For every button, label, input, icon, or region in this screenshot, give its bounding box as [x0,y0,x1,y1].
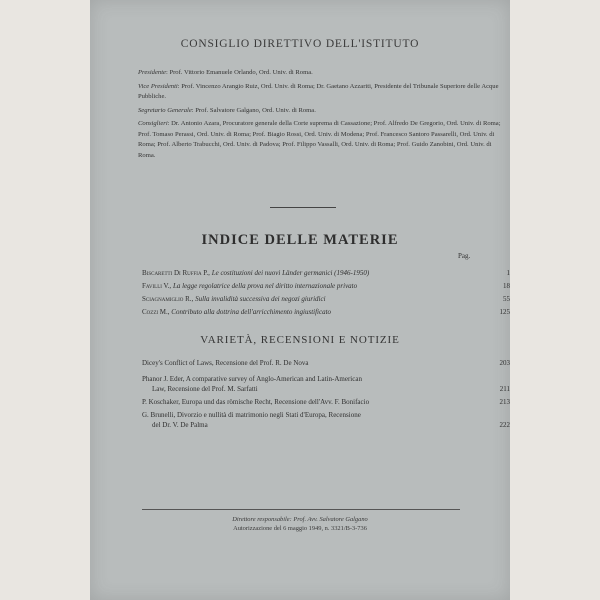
review-entry [142,397,510,407]
review-entry [142,358,510,368]
index-entry [142,294,510,304]
council-list [138,68,510,164]
review-entry [142,374,510,394]
review-line: Phanor J. Eder, A comparative survey of Anglo-American and Latin-American [142,375,362,383]
councillors-text: Dr. Antonio Azara, Procuratore generale della Corte suprema di Cassazione; Prof. Alfredo De Gregorio, Ord. Univ. di Roma; Prof. Tomaso Perassi, Ord. Univ. di Roma; Prof. Biagio Rossi, Ord. Univ. di Modena; Prof. Francesco Santoro Passarelli, Ord. Univ. di Roma; Prof. Alberto Trabucchi, Ord. Univ. di Padova; Prof. Filippo Vassalli, Ord. Univ. di Roma; Prof. Guido Zanobini, Ord. Univ. di Roma. [138,120,501,159]
secretary-text: Prof. Salvatore Galgano, Ord. Univ. di Roma. [195,106,316,114]
role-president: Presidente [138,69,166,76]
imprint-footer [90,515,510,533]
entry-title: Contributo alla dottrina dell'arricchimento ingiustificato [171,308,332,316]
vice-text: Prof. Vincenzo Arangio Ruiz, Ord. Univ. di Roma; Dr. Gaetano Azzariti, Presidente del Tribunale Superiore delle Acque Pubbliche. [138,82,499,100]
council-secretary: Segretario Generale: Prof. Salvatore Galgano, Ord. Univ. di Roma. [138,106,316,114]
entry-title: Sulla invalidità successiva dei negozi giuridici [195,295,326,303]
index-title: INDICE DELLE MATERIE [201,232,399,248]
review-line: G. Brunelli, Divorzio e nullità di matrimonio negli Stati d'Europa, Recensione [142,411,361,419]
entry-page: 55 [503,295,510,303]
review-line-continued: Law, Recensione del Prof. M. Sarfatti [152,385,258,393]
footer-rule [142,509,460,510]
index-list [142,268,510,317]
council-vice: Vice Presidenti: Prof. Vincenzo Arangio Ruiz, Ord. Univ. di Roma; Dr. Gaetano Azzariti, Presidente del Tribunale Superiore delle Acque Pubbliche. [138,82,499,100]
president-text: Prof. Vittorio Emanuele Orlando, Ord. Univ. di Roma. [169,69,313,76]
index-entry [142,307,510,317]
entry-page: 125 [499,308,510,316]
review-line: P. Koschaker, Europa und das römische Recht, Recensione dell'Avv. F. Bonifacio [142,398,370,406]
review-page: 211 [499,385,510,393]
review-page: 203 [499,359,510,367]
review-entry [142,410,510,430]
entry-page: 18 [503,282,510,290]
review-page: 213 [499,398,510,406]
index-entry [142,281,510,291]
entry-author: Biscaretti Di Ruffia P., [142,269,210,277]
entry-author: Favilli V., [142,282,172,290]
footer-authorization: Autorizzazione del 6 maggio 1949, n. 3321/B-3-736 [233,525,367,532]
council-president: Presidente: Prof. Vittorio Emanuele Orlando, Ord. Univ. di Roma. [138,69,313,76]
review-line-continued: del Dr. V. De Palma [152,421,208,429]
index-entry [142,268,510,278]
review-page: 222 [499,421,510,429]
entry-author: Sciagnamiglio R., [142,295,194,303]
entry-page: 1 [506,269,510,277]
journal-page [90,0,510,600]
entry-author: Cozzi M., [142,308,170,316]
entry-title: La legge regolatrice della prova nel diritto internazionale privato [172,282,358,290]
council-councillors: Consiglieri: Dr. Antonio Azara, Procuratore generale della Corte suprema di Cassazione; Prof. Alfredo De Gregorio, Ord. Univ. di Roma; Prof. Tomaso Perassi, Ord. Univ. di Roma; Prof. Biagio Rossi, Ord. Univ. di Modena; Prof. Francesco Santoro Passarelli, Ord. Univ. di Roma; Prof. Alberto Trabucchi, Ord. Univ. di Padova; Prof. Filippo Vassalli, Ord. Univ. di Roma; Prof. Guido Zanobini, Ord. Univ. di Roma. [138,120,501,159]
footer-director: Direttore responsabile: Prof. Avv. Salvatore Galgano [232,516,368,523]
reviews-title: VARIETÀ, RECENSIONI E NOTIZIE [200,334,400,346]
entry-title: Le costituzioni dei nuovi Länder germanici (1946-1950) [211,269,370,277]
section-divider [270,207,336,208]
council-title: CONSIGLIO DIRETTIVO DELL'ISTITUTO [180,38,420,50]
reviews-list [142,358,510,430]
page-column-label: Pag. [458,252,471,260]
role-vice: Vice Presidenti [138,82,178,90]
role-councillors: Consiglieri [138,120,168,127]
role-secretary: Segretario Generale [138,106,192,114]
review-line: Dicey's Conflict of Laws, Recensione del Prof. R. De Nova [142,359,309,367]
